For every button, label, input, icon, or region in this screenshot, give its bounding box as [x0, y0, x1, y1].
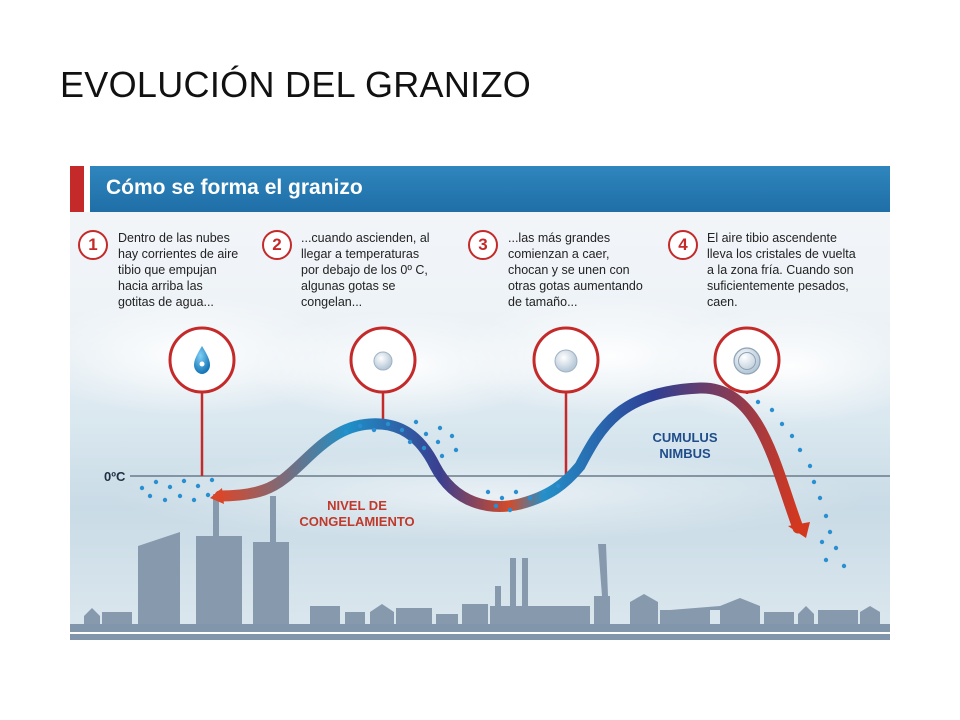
panel-title: Cómo se forma el granizo — [106, 176, 363, 199]
step-4-text: El aire tibio ascendente lleva los cristales de vuelta a la zona fría. Cuando son suficientemente pesados, caen. — [707, 231, 856, 309]
step-2-text: ...cuando ascienden, al llegar a temperaturas por debajo de los 0º C, algunas gotas se congelan... — [301, 231, 430, 309]
freezing-level-label: NIVEL DE CONGELAMIENTO — [299, 498, 415, 529]
step-1-text: Dentro de las nubes hay corrientes de aire tibio que empujan hacia arriba las gotitas de agua... — [118, 231, 239, 309]
step-3-text: ...las más grandes comienzan a caer, chocan y se unen con otras gotas aumentando de tamaño... — [508, 231, 643, 309]
ice-ball-icon — [555, 350, 577, 372]
step-3-number: 3 — [468, 230, 498, 260]
frozen-drop-icon — [374, 352, 392, 370]
step-4-number: 4 — [668, 230, 698, 260]
banner-accent-bar — [70, 166, 84, 212]
hail-diagram-panel — [70, 166, 890, 640]
step-2-number: 2 — [262, 230, 292, 260]
slide-title: EVOLUCIÓN DEL GRANIZO — [60, 64, 532, 105]
hailstone-icon — [734, 348, 760, 374]
step-1-number: 1 — [78, 230, 108, 260]
title-banner — [70, 166, 890, 212]
zero-degree-label: 0ºC — [104, 469, 126, 484]
cumulus-nimbus-label: CUMULUS NIMBUS — [652, 430, 718, 461]
